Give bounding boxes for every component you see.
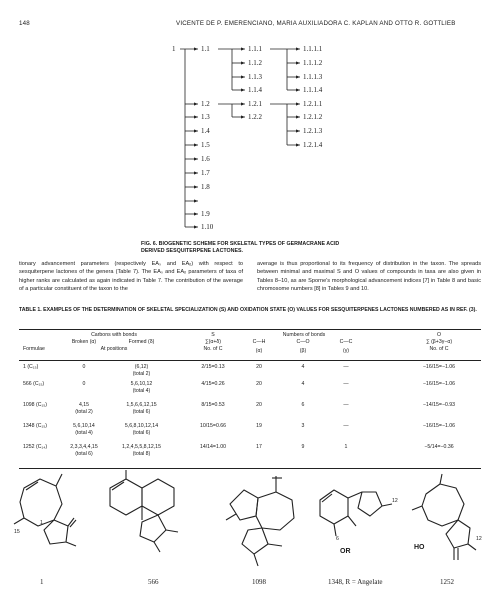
atom-label-or: OR xyxy=(340,548,351,555)
table-cell-s: 14/14=1.00 xyxy=(199,444,227,450)
table-cell-o: −16/15=−1.06 xyxy=(422,381,456,387)
table-cell-cc: — xyxy=(343,364,349,370)
scheme-node-level2a-1: 1.1.2 xyxy=(248,59,262,67)
header-numbers-of-bonds: Numbers of bonds xyxy=(282,332,326,338)
table-cell-formula: 1098 (C₁₅) xyxy=(23,402,48,408)
scheme-node-level3a-0: 1.1.1.1 xyxy=(303,45,323,53)
table-cell-co: 4 xyxy=(301,381,305,387)
header-s: S xyxy=(211,332,215,338)
scheme-node-level3a-2: 1.1.1.3 xyxy=(303,73,323,81)
table-cell-broken-total: (total 4) xyxy=(75,430,93,436)
table-cell-formula: 1348 (C₁₅) xyxy=(23,423,48,429)
scheme-node-level1-2: 1.3 xyxy=(201,113,210,121)
scheme-node-level2a-3: 1.1.4 xyxy=(248,86,262,94)
table-top-rule xyxy=(19,329,481,330)
header-o: O xyxy=(436,332,442,338)
table-1 xyxy=(19,329,481,469)
table-cell-o: −16/15=−1.06 xyxy=(422,423,456,429)
header-formulae: Formulae xyxy=(23,346,45,352)
table-cell-broken: 0 xyxy=(82,364,86,370)
structure-label-1348: 1348, R = Angelate xyxy=(328,578,383,586)
table-cell-formula: 566 (C₁₅) xyxy=(23,381,45,387)
header-ch-sub: (α) xyxy=(255,348,263,354)
atom-label-ho: HO xyxy=(414,544,425,551)
table-cell-o: −16/15=−1.06 xyxy=(422,364,456,370)
atom-label-s1348: 6 xyxy=(336,536,339,542)
table-cell-cc: — xyxy=(343,423,349,429)
running-title: VICENTE DE P. EMERENCIANO, MARIA AUXILIADORA C. KAPLAN AND OTTO R. GOTTLIEB xyxy=(176,20,456,27)
table-cell-formed: 1,5,6,6,12,15 xyxy=(126,402,157,408)
table-cell-broken: 5,6,10,14 xyxy=(73,423,95,429)
structure-label-566: 566 xyxy=(148,578,159,586)
table-cell-cc: 1 xyxy=(344,444,348,450)
header-cc: C—C xyxy=(339,339,353,345)
header-at-positions: At positions xyxy=(100,346,128,352)
table-cell-formula: 1 (C₁₅) xyxy=(23,364,39,370)
atom-label-s1: 1 xyxy=(40,520,43,526)
table-cell-formed-total: (total 6) xyxy=(132,409,151,415)
scheme-node-level3a-3: 1.1.1.4 xyxy=(303,86,323,94)
scheme-node-level2a-2: 1.1.3 xyxy=(248,73,262,81)
header-carbons-with-bonds: Carbons with bonds xyxy=(91,332,137,338)
scheme-node-level1-4: 1.5 xyxy=(201,141,210,149)
table-cell-ch: 20 xyxy=(256,402,262,408)
table-caption: TABLE 1. EXAMPLES OF THE DETERMINATION OF SKELETAL SPECIALIZATION (S) AND OXIDATION STATE (O) VALUES FOR SESQUITERPENES LACTONES NUMBERED AS IN REF. (3). xyxy=(19,307,477,313)
scheme-node-level1-1: 1.2 xyxy=(201,100,210,108)
table-header-rule xyxy=(19,360,481,361)
table-cell-s: 8/15=0.53 xyxy=(201,402,225,408)
table-cell-cc: — xyxy=(343,381,349,387)
scheme-node-level1-6: 1.7 xyxy=(201,169,210,177)
atom-label-s1348: 12 xyxy=(392,498,398,504)
table-cell-co: 4 xyxy=(301,364,305,370)
table-cell-broken-total: (total 6) xyxy=(75,451,93,457)
table-cell-co: 6 xyxy=(301,402,305,408)
table-cell-s: 10/15=0.66 xyxy=(199,423,227,429)
scheme-node-level3b-3: 1.2.1.4 xyxy=(303,141,323,149)
scheme-node-level1-8: 1.9 xyxy=(201,210,210,218)
header-formed: Formed (δ) xyxy=(128,339,155,345)
scheme-node-level1-3: 1.4 xyxy=(201,127,210,135)
structure-1 xyxy=(14,474,76,546)
header-s-formula: ∑(α+δ) xyxy=(204,339,222,345)
table-cell-broken: 2,3,3,4,4,15 xyxy=(70,444,98,450)
table-cell-o: −14/15=−0.93 xyxy=(422,402,456,408)
structure-1348 xyxy=(320,490,392,536)
scheme-node-level2b-0: 1.2.1 xyxy=(248,100,262,108)
structure-drawings xyxy=(0,470,500,600)
structures-panel xyxy=(0,470,500,610)
table-cell-formed: 5,6,8,10,12,14 xyxy=(124,423,159,429)
body-column-left xyxy=(19,260,243,293)
scheme-node-level3b-0: 1.2.1.1 xyxy=(303,100,323,108)
structure-label-1098: 1098 xyxy=(252,578,266,586)
header-broken: Broken (α) xyxy=(71,339,97,345)
scheme-node-level2b-1: 1.2.2 xyxy=(248,113,262,121)
body-text-left: tionary advancement parameters (respectively EAₛ and EAₒ) with respect to sesquiterpene lactones of the genera (Table 7). The EAₛ and EAₒ parameters of taxa of higher ranks are calculated as again indicated in Table 7. The contribution of the average of a particular constituent of the taxon to the xyxy=(19,261,243,292)
structure-label-1: 1 xyxy=(40,578,44,586)
structure-1098 xyxy=(226,476,294,566)
header-co-sub: (β) xyxy=(299,348,307,354)
header-o-formula: ∑ (β+3γ−α) xyxy=(425,339,453,345)
table-cell-formed-total: (total 2) xyxy=(132,371,151,377)
table-cell-formed: 1,2,4,5,5,8,12,15 xyxy=(122,444,161,450)
scheme-node-level3b-2: 1.2.1.3 xyxy=(303,127,323,135)
table-cell-cc: — xyxy=(343,402,349,408)
table-cell-o: −5/14=−0.36 xyxy=(424,444,454,450)
header-cc-sub: (γ) xyxy=(342,348,350,354)
table-cell-broken-total: (total 2) xyxy=(75,409,93,415)
atom-label-s1: 15 xyxy=(14,529,20,535)
body-column-right xyxy=(257,260,481,293)
scheme-node-level2a-0: 1.1.1 xyxy=(248,45,262,53)
table-bottom-rule xyxy=(19,468,481,469)
table-cell-broken: 4,15 xyxy=(78,402,90,408)
table-cell-ch: 19 xyxy=(256,423,262,429)
table-cell-s: 4/15=0.26 xyxy=(201,381,225,387)
scheme-node-level3a-1: 1.1.1.2 xyxy=(303,59,323,67)
figure-caption: FIG. 6. BIOGENETIC SCHEME FOR SKELETAL TYPES OF GERMACRANE ACID DERIVED SESQUITERPENE LACTONES. xyxy=(141,241,340,255)
structure-label-1252: 1252 xyxy=(440,578,454,586)
header-ch: C—H xyxy=(252,339,266,345)
scheme-node-level1-5: 1.6 xyxy=(201,155,210,163)
header-s-unit: No. of C xyxy=(203,346,223,352)
table-cell-ch: 17 xyxy=(256,444,262,450)
page-number: 148 xyxy=(19,20,30,27)
table-cell-ch: 20 xyxy=(256,381,262,387)
table-cell-s: 2/15=0.13 xyxy=(201,364,225,370)
table-cell-broken: 0 xyxy=(82,381,86,387)
table-cell-co: 3 xyxy=(301,423,305,429)
scheme-node-root: 1 xyxy=(172,45,176,53)
table-cell-formed-total: (total 6) xyxy=(132,430,151,436)
body-text-right: average is thus proportional to its frequency of distribution in the taxon. The spreads between minimal and maximal S and O values of compounds in taxa are also given in Tables 8–10, as are Sporne's morphological advancement indices [7] in Table 8 and basic chromosome numbers [8] in Tables 9 and 10. xyxy=(257,261,481,292)
table-cell-co: 9 xyxy=(301,444,305,450)
table-cell-formed: (6,12) xyxy=(134,364,149,370)
table-cell-formed-total: (total 4) xyxy=(132,388,151,394)
table-cell-formula: 1252 (C₁₄) xyxy=(23,444,48,450)
header-o-unit: No. of C xyxy=(429,346,449,352)
biogenetic-scheme xyxy=(0,0,500,240)
atom-label-s1252: 12 xyxy=(476,536,482,542)
table-cell-formed-total: (total 8) xyxy=(132,451,151,457)
header-co: C—O xyxy=(296,339,310,345)
scheme-node-level1-7: 1.8 xyxy=(201,183,210,191)
structure-566 xyxy=(110,470,178,552)
table-cell-formed: 5,6,10,12 xyxy=(130,381,153,387)
scheme-node-level3b-1: 1.2.1.2 xyxy=(303,113,323,121)
scheme-node-level1-0: 1.1 xyxy=(201,45,210,53)
table-cell-ch: 20 xyxy=(256,364,262,370)
scheme-node-level1-9: 1.10 xyxy=(201,223,214,231)
